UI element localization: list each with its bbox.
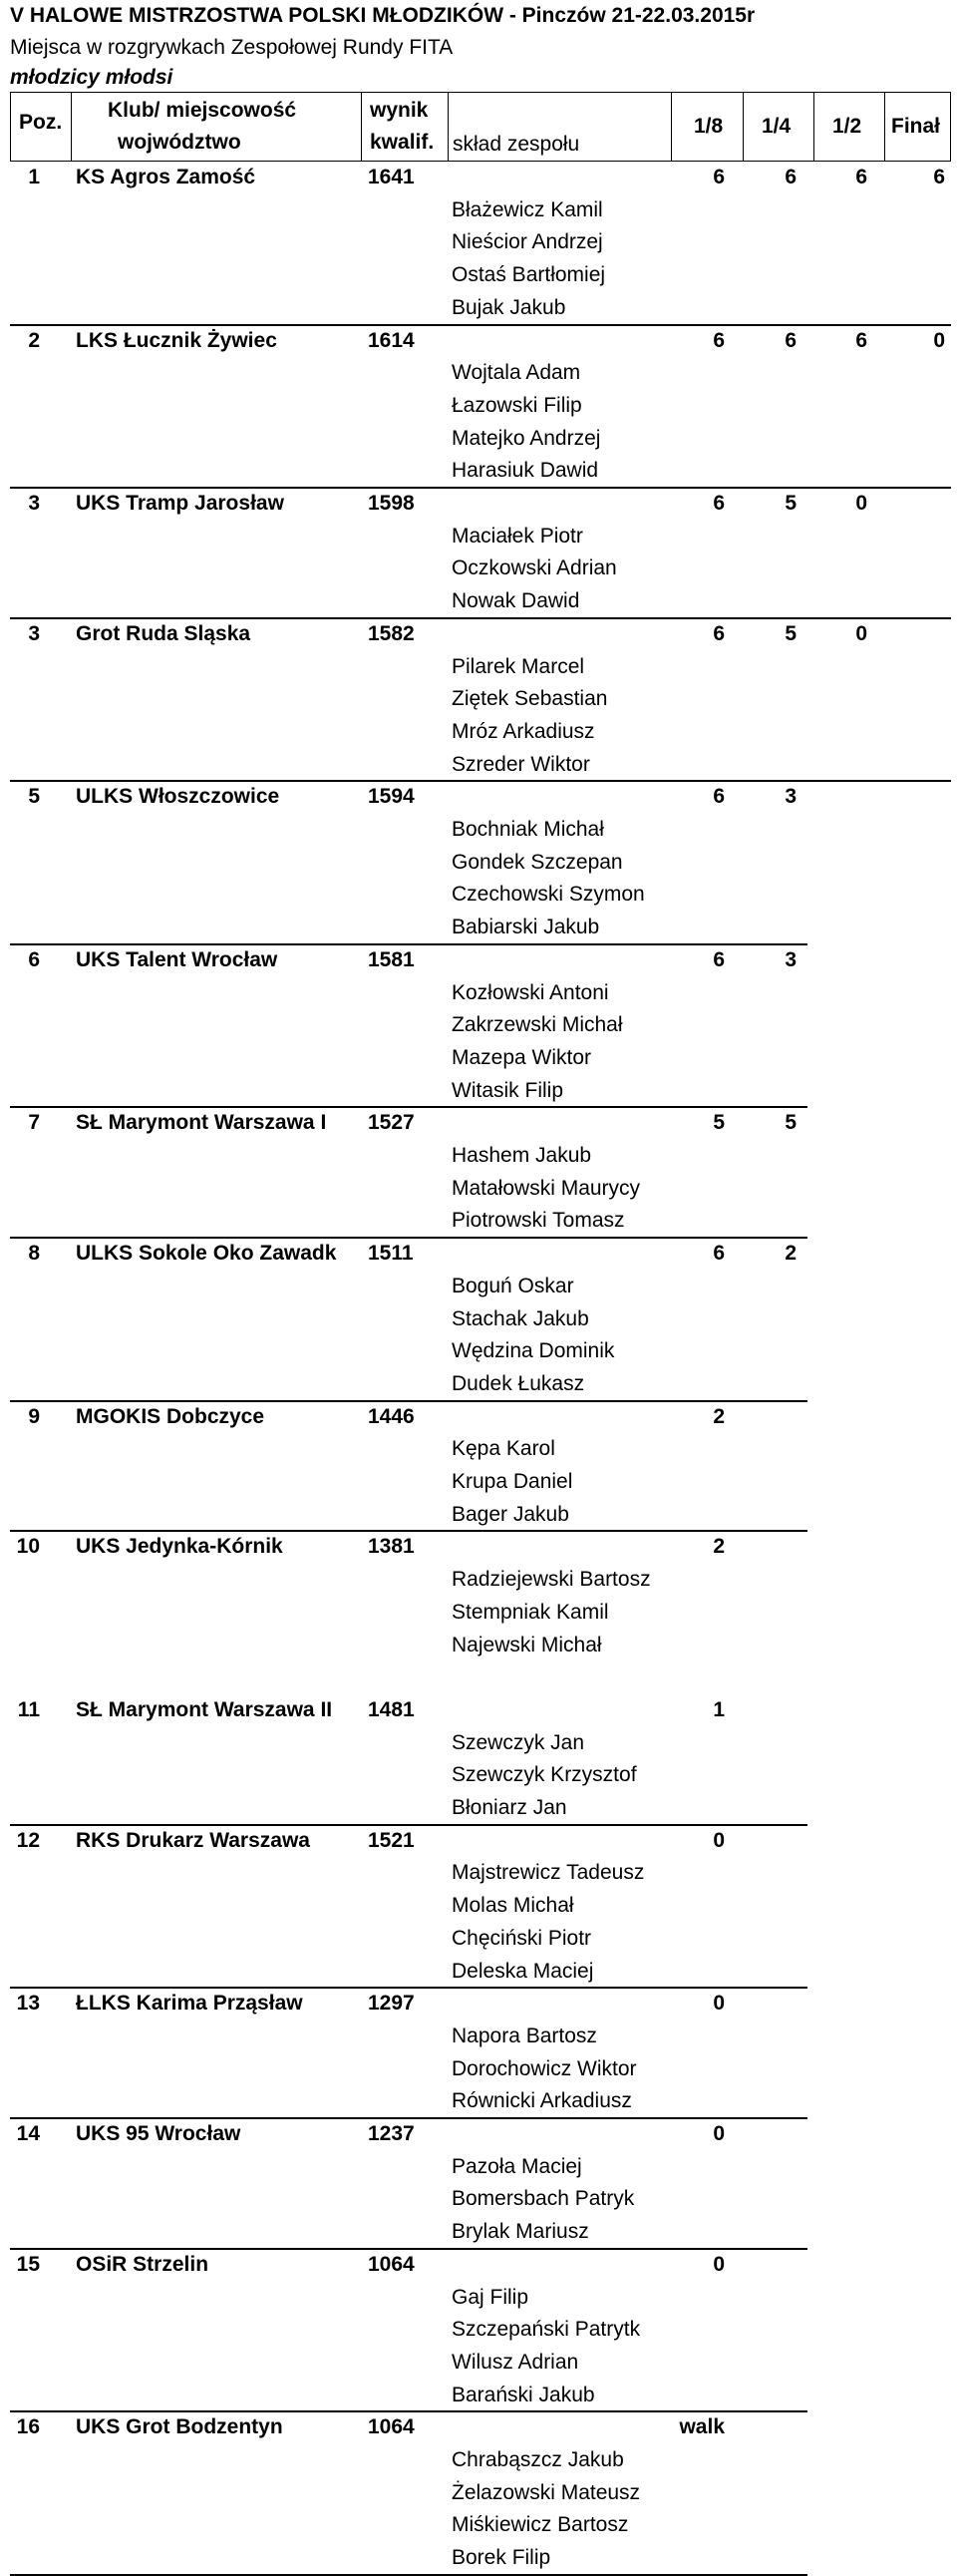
- team-r18: 6: [713, 947, 725, 971]
- header-score-line2: kwalif.: [370, 131, 435, 154]
- team-club: SŁ Marymont Warszawa II: [76, 1697, 333, 1721]
- table-header: [0, 92, 957, 162]
- team-r18: 0: [713, 2122, 725, 2145]
- document-subtitle: Miejsca w rozgrywkach Zespołowej Rundy FITA: [10, 36, 454, 59]
- team-r18: 6: [713, 621, 725, 645]
- table-row: [0, 1825, 957, 1857]
- team-score: 1598: [368, 492, 415, 515]
- team-pos: 8: [28, 1242, 40, 1266]
- team-club: UKS Jedynka-Kórnik: [76, 1535, 283, 1559]
- table-row: [0, 1988, 957, 2020]
- header-round-1-8-label: 1/8: [694, 115, 724, 138]
- team-final: 6: [933, 166, 945, 188]
- team-pos: 11: [17, 1697, 40, 1721]
- team-score: 1527: [368, 1111, 415, 1135]
- team-r18: 2: [713, 1535, 725, 1559]
- header-round-1-8: [671, 92, 744, 162]
- table-row: [0, 944, 957, 976]
- team-pos: 3: [28, 492, 40, 515]
- team-score: 1446: [368, 1404, 415, 1428]
- team-r14: 2: [785, 1242, 797, 1266]
- team-club: KS Agros Zamość: [76, 166, 256, 188]
- team-score: 1511: [368, 1242, 414, 1266]
- team-pos: 12: [16, 1828, 40, 1852]
- header-team: [448, 92, 672, 162]
- team-r14: 5: [785, 492, 797, 515]
- table-row: [0, 488, 957, 520]
- team-r12: 6: [855, 328, 867, 352]
- team-score: 1594: [368, 785, 415, 809]
- team-pos: 16: [16, 2415, 40, 2439]
- header-round-1-2-label: 1/2: [832, 115, 862, 138]
- team-r18: 6: [713, 492, 725, 515]
- team-club: SŁ Marymont Warszawa I: [76, 1111, 327, 1135]
- team-r18: 6: [713, 166, 725, 188]
- team-pos: 2: [28, 328, 40, 352]
- team-club: OSiR Strzelin: [76, 2252, 209, 2276]
- team-r14: 3: [785, 785, 797, 809]
- header-final: [884, 92, 951, 162]
- team-club: RKS Drukarz Warszawa: [76, 1828, 310, 1852]
- team-r18: 5: [713, 1111, 725, 1135]
- team-score: 1481: [368, 1697, 415, 1721]
- team-pos: 9: [28, 1404, 40, 1428]
- header-final-label: Finał: [891, 115, 941, 138]
- team-club: MGOKIS Dobczyce: [76, 1404, 265, 1428]
- team-r18: 6: [713, 1242, 725, 1266]
- header-club: [71, 92, 362, 162]
- team-r14: 5: [785, 621, 797, 645]
- team-score: 1614: [368, 328, 415, 352]
- header-round-1-4-label: 1/4: [762, 115, 792, 138]
- team-r18: 6: [713, 328, 725, 352]
- team-club: ULKS Sokole Oko Zawadk: [76, 1242, 337, 1266]
- team-score: 1237: [368, 2122, 415, 2145]
- team-r14: 6: [785, 166, 797, 188]
- team-r18: walk: [679, 2415, 725, 2439]
- team-pos: 5: [28, 785, 40, 809]
- team-score: 1064: [368, 2252, 415, 2276]
- header-poz: [10, 92, 72, 162]
- team-pos: 6: [28, 947, 40, 971]
- header-score: [361, 92, 449, 162]
- team-r14: 3: [785, 947, 797, 971]
- team-r12: 0: [855, 492, 867, 515]
- team-r18: 0: [713, 1828, 725, 1852]
- team-pos: 14: [16, 2122, 40, 2145]
- team-r18: 6: [713, 785, 725, 809]
- team-score: 1641: [368, 166, 415, 188]
- header-club-line2: wojwództwo: [118, 131, 241, 154]
- team-club: ŁLKS Karima Prząsław: [76, 1992, 303, 2016]
- team-pos: 13: [16, 1992, 40, 2016]
- team-score: 1581: [368, 947, 415, 971]
- header-club-line1: Klub/ miejscowość: [108, 99, 297, 122]
- document-title: V HALOWE MISTRZOSTWA POLSKI MŁODZIKÓW - Pinczów 21-22.03.2015r: [10, 4, 756, 27]
- team-club: UKS Tramp Jarosław: [76, 492, 284, 515]
- team-club: LKS Łucznik Żywiec: [76, 328, 277, 352]
- table-row: [0, 325, 957, 357]
- team-r18: 0: [713, 1992, 725, 2016]
- team-club: UKS Talent Wrocław: [76, 947, 278, 971]
- team-r12: 6: [855, 166, 867, 188]
- team-club: ULKS Włoszczowice: [76, 785, 280, 809]
- table-row: [0, 2411, 957, 2443]
- table-row: [0, 1107, 957, 1139]
- header-round-1-4: [743, 92, 814, 162]
- team-pos: 1: [28, 166, 40, 188]
- team-pos: 7: [28, 1111, 40, 1135]
- table-row: [0, 1531, 957, 1563]
- row-separator: [10, 2574, 807, 2576]
- table-row: [0, 1694, 957, 1726]
- table-row: [0, 1238, 957, 1270]
- team-r14: 5: [785, 1111, 797, 1135]
- team-club: UKS 95 Wrocław: [76, 2122, 241, 2145]
- table-row: [0, 1401, 957, 1433]
- table-row: [0, 162, 957, 193]
- table-row: [0, 781, 957, 813]
- team-score: 1582: [368, 621, 415, 645]
- team-r18: 2: [713, 1404, 725, 1428]
- table-row: [0, 618, 957, 650]
- team-pos: 10: [16, 1535, 40, 1559]
- team-score: 1064: [368, 2415, 415, 2439]
- table-row: [0, 2249, 957, 2281]
- team-r18: 0: [713, 2252, 725, 2276]
- team-r18: 1: [713, 1697, 725, 1721]
- team-club: UKS Grot Bodzentyn: [76, 2415, 283, 2439]
- header-poz-label: Poz.: [19, 111, 63, 134]
- header-round-1-2: [813, 92, 885, 162]
- category-label: młodzicy młodsi: [10, 66, 173, 89]
- team-r14: 6: [785, 328, 797, 352]
- table-row: [0, 2118, 957, 2150]
- team-score: 1297: [368, 1992, 415, 2016]
- header-score-line1: wynik: [370, 99, 429, 122]
- header-team-label: skład zespołu: [453, 133, 580, 156]
- team-pos: 3: [28, 621, 40, 645]
- team-r12: 0: [855, 621, 867, 645]
- team-score: 1521: [368, 1828, 415, 1852]
- team-score: 1381: [368, 1535, 415, 1559]
- team-club: Grot Ruda Sląska: [76, 621, 251, 645]
- team-final: 0: [933, 328, 945, 352]
- team-pos: 15: [16, 2252, 40, 2276]
